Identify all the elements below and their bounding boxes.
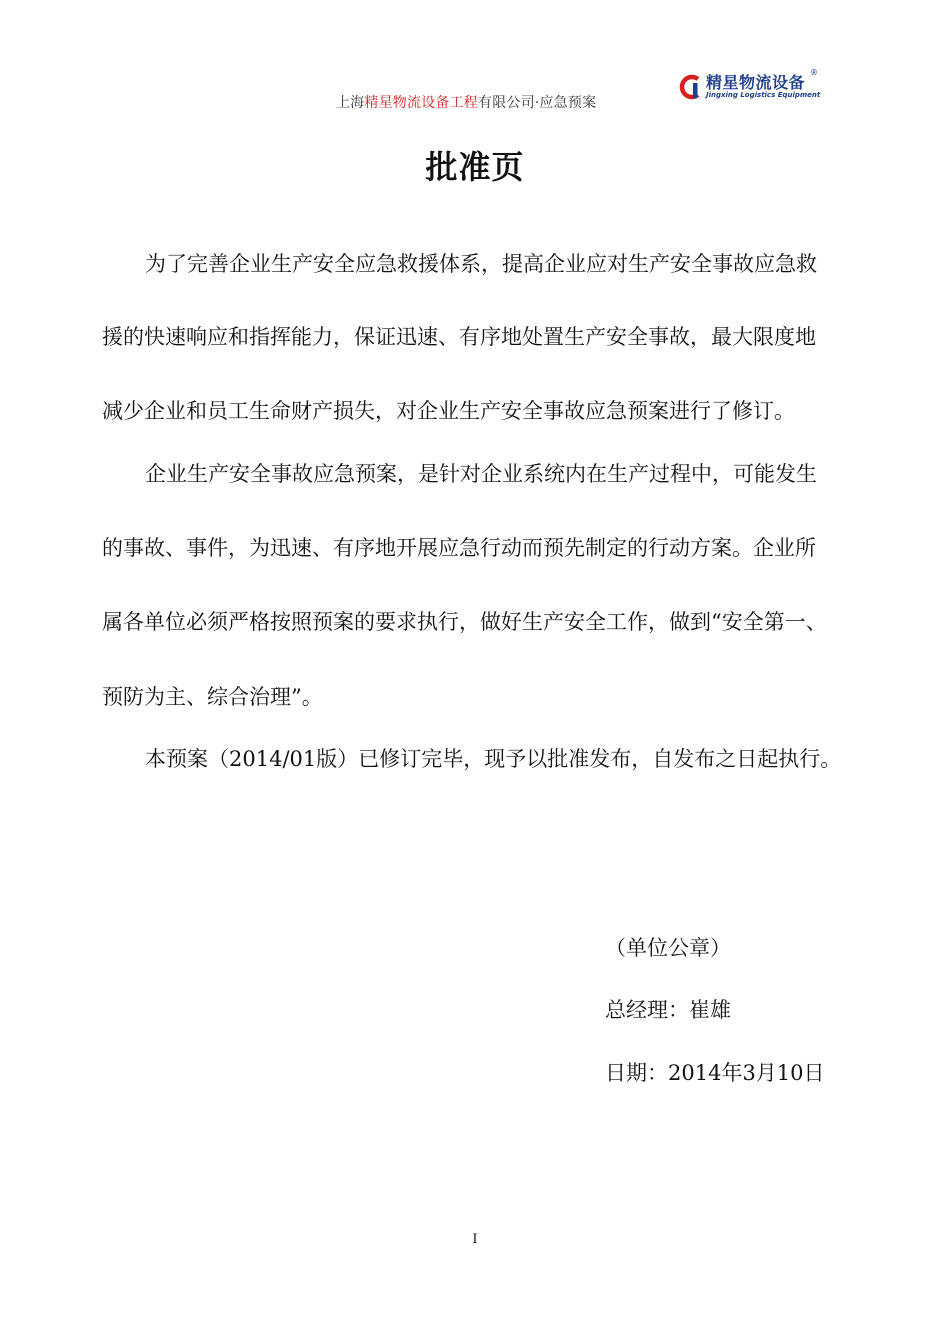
paragraph-1-line-3: 减少企业和员工生命财产损失，对企业生产安全事故应急预案进行了修订。 [102, 399, 795, 423]
logo-chinese-name: 精星物流设备 [706, 73, 806, 92]
header-company-name: 精星物流设备工程 [364, 95, 479, 111]
logo-registered-mark: ® [810, 68, 818, 77]
header-prefix: 上海 [336, 95, 365, 111]
paragraph-1-line-2: 援的快速响应和指挥能力，保证迅速、有序地处置生产安全事故，最大限度地 [102, 325, 816, 349]
paragraph-2-line-3: 属各单位必须严格按照预案的要求执行，做好生产安全工作，做到“安全第一、 [102, 610, 827, 634]
paragraph-2-line-4: 预防为主、综合治理”。 [102, 685, 323, 709]
logo-english-name: Jingxing Logistics Equipment [706, 91, 821, 99]
date-line: 日期：2014年3月10日 [605, 1061, 825, 1085]
paragraph-2-line-1: 企业生产安全事故应急预案，是针对企业系统内在生产过程中，可能发生 [145, 462, 817, 486]
logo-mark-icon [678, 74, 704, 100]
unit-seal-label: （单位公章） [605, 936, 731, 960]
header-suffix: 有限公司·应急预案 [478, 95, 597, 111]
general-manager-line: 总经理：崔雄 [605, 998, 731, 1022]
document-header [336, 92, 596, 112]
paragraph-1-line-1: 为了完善企业生产安全应急救援体系，提高企业应对生产安全事故应急救 [145, 252, 817, 276]
company-logo [678, 70, 828, 106]
page-title: 批准页 [425, 148, 525, 186]
paragraph-3-line-1: 本预案（2014/01版）已修订完毕，现予以批准发布，自发布之日起执行。 [145, 747, 842, 771]
page-number: I [472, 1232, 478, 1247]
paragraph-2-line-2: 的事故、事件，为迅速、有序地开展应急行动而预先制定的行动方案。企业所 [102, 536, 816, 560]
